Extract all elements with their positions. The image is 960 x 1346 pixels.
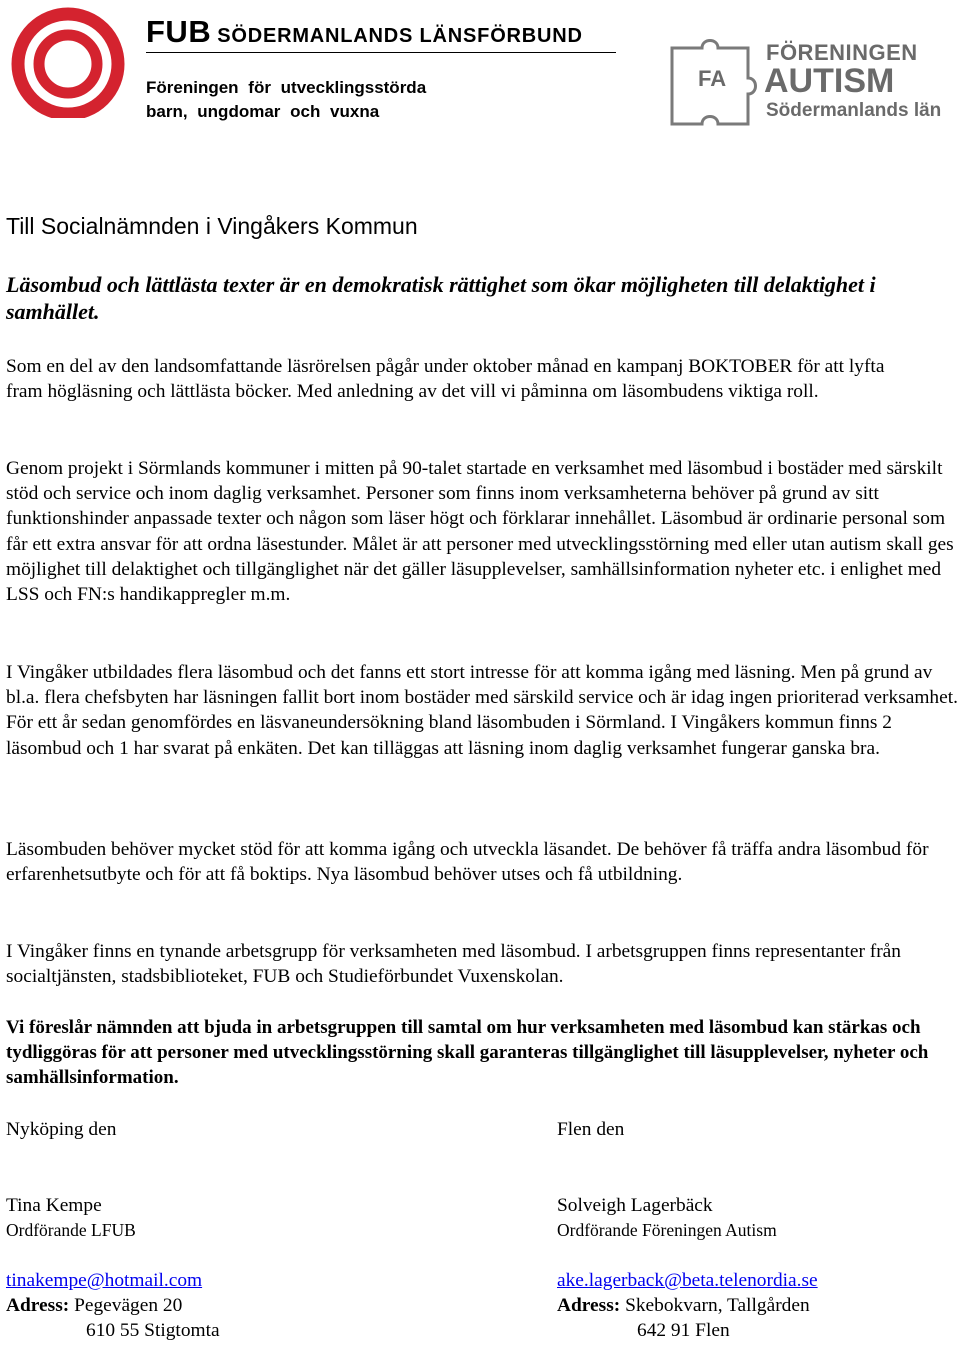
fub-logo: [6, 4, 126, 118]
signature-block-left: [6, 1193, 220, 1343]
signer-role: Ordförande LFUB: [6, 1220, 136, 1240]
signer-role: Ordförande Föreningen Autism: [557, 1220, 777, 1240]
fub-subtitle-line: barn, ungdomar och vuxna: [146, 102, 380, 121]
signer-email-link[interactable]: tinakempe@hotmail.com: [6, 1270, 203, 1291]
fa-line3: Södermanlands län: [766, 100, 942, 121]
signer-name: Tina Kempe: [6, 1195, 102, 1216]
foreningen-autism-logo: [668, 34, 958, 130]
fa-line1: FÖRENINGEN: [766, 40, 918, 65]
address-street: Skebokvarn, Tallgården: [625, 1295, 810, 1316]
address-postal: 642 91 Flen: [637, 1320, 730, 1341]
signature-place-right: Flen den: [557, 1119, 625, 1140]
letter-addressee: Till Socialnämnden i Vingåkers Kommun: [6, 213, 418, 239]
fub-subtitle-line: Föreningen för utvecklingsstörda: [146, 78, 427, 97]
fa-mark: FA: [698, 66, 727, 91]
letter-paragraph: Genom projekt i Sörmlands kommuner i mitten på 90-talet startade en verksamhet med läsombud i bostäder med särskilt stöd och service och inom daglig verksamhet. Personer som finns inom verksamheterna behöver på grund av sitt funktionshinder anpassade texter och någon som läser högt och förklarar innehållet. Läsombud är ordinarie personal som får ett extra ansvar för att ordna läsestunder. Målet är att personer med utvecklingsstörning med eller utan autism skall ges möjlighet till delaktighet och tillgänglighet när det gäller läsupplevelser, samhällsinformation nyheter etc. i enlighet med LSS och FN:s handikappregler m.m.: [6, 458, 954, 606]
address-label: Adress:: [557, 1295, 621, 1316]
letter-paragraph: Läsombuden behöver mycket stöd för att komma igång och utveckla läsandet. De behöver få träffa andra läsombud för erfarenhetsutbyte och för att få boktips. Nya läsombud behöver utses och få utbildning.: [6, 839, 929, 886]
fa-line2: AUTISM: [764, 62, 895, 100]
fub-org-title: [146, 14, 616, 53]
address-label: Adress:: [6, 1295, 70, 1316]
signature-place-left: Nyköping den: [6, 1119, 117, 1140]
signer-email-link[interactable]: ake.lagerback@beta.telenordia.se: [557, 1270, 818, 1291]
letter-lead: Läsombud och lättlästa texter är en demokratisk rättighet som ökar möjligheten till delaktighet i samhället.: [6, 272, 876, 324]
address-postal: 610 55 Stigtomta: [86, 1320, 220, 1341]
letter-paragraph: I Vingåker utbildades flera läsombud och det fanns ett stort intresse för att komma igång med läsning. Men på grund av bl.a. flera chefsbyten har läsningen fallit bort inom bostäder med särskild service och är idag ingen prioriterad verksamhet. För ett år sedan genomfördes en läsvaneundersökning bland läsombuden i Sörmland. I Vingåkers kommun finns 2 läsombud och 1 har svarat på enkäten. Det kan tilläggas att läsning inom daglig verksamhet fungerar ganska bra.: [6, 662, 958, 759]
fub-subtitle: [146, 76, 426, 124]
letter-paragraph: I Vingåker finns en tynande arbetsgrupp för verksamheten med läsombud. I arbetsgruppen finns representanter från socialtjänsten, stadsbiblioteket, FUB och Studieförbundet Vuxenskolan.: [6, 941, 901, 988]
letter-proposal: Vi föreslår nämnden att bjuda in arbetsgruppen till samtal om hur verksamheten med läsombud kan stärkas och tydliggöras för att personer med utvecklingsstörning skall garanteras tillgänglighet till läsupplevelser, nyheter och samhällsinformation.: [6, 1017, 929, 1089]
fub-short-name: FUB: [146, 14, 212, 49]
address-street: Pegevägen 20: [74, 1295, 183, 1316]
letter-paragraph: Som en del av den landsomfattande läsrörelsen pågår under oktober månad en kampanj BOKTOBER för att lyfta fram högläsning och lättlästa böcker. Med anledning av det vill vi påminna om läsombudens viktiga roll.: [6, 356, 885, 403]
signature-block-right: [557, 1193, 818, 1343]
signer-name: Solveigh Lagerbäck: [557, 1195, 713, 1216]
fub-region-name: SÖDERMANLANDS LÄNSFÖRBUND: [217, 25, 583, 47]
